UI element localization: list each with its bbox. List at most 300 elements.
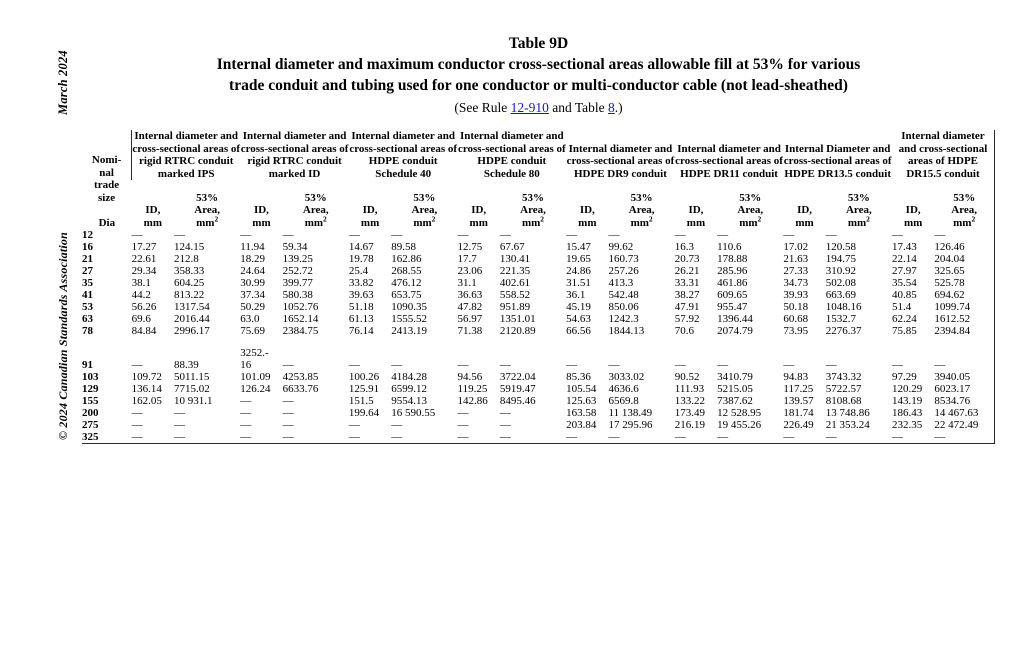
cell-area-mm2: 8495.46 bbox=[499, 395, 536, 407]
cell-id-mm bbox=[783, 229, 825, 241]
cell-area-mm2: 1532.7 bbox=[825, 313, 857, 325]
header-row-units bbox=[82, 204, 995, 229]
cell-area-mm2: 7715.02 bbox=[174, 383, 210, 395]
id-header-hdpe-dr9 bbox=[566, 180, 608, 229]
dash-placeholder: — bbox=[457, 419, 469, 431]
cell-id-mm: 37.34 bbox=[240, 289, 265, 301]
table-row bbox=[82, 419, 995, 431]
row-header-trade-size: 12 bbox=[82, 229, 93, 241]
area-label-exponent: 2 bbox=[540, 213, 545, 223]
dash-placeholder: — bbox=[282, 395, 294, 407]
cell-area-mm2 bbox=[500, 229, 566, 241]
cell-id-mm: 38.27 bbox=[674, 289, 700, 301]
row-header-trade-size: 78 bbox=[82, 325, 93, 337]
table-9d-container bbox=[82, 130, 995, 444]
cell-id-mm: 75.69 bbox=[240, 325, 265, 337]
cell-id-mm: 50.29 bbox=[240, 301, 265, 313]
row-header-trade-size: 129 bbox=[82, 383, 99, 395]
cell-area-mm2 bbox=[500, 337, 566, 371]
cell-area-mm2: 1396.44 bbox=[717, 313, 753, 325]
cell-area-mm2 bbox=[391, 431, 457, 444]
cell-id-mm bbox=[240, 229, 282, 241]
cell-id-mm: 3252.- 16 bbox=[240, 347, 269, 371]
dash-placeholder: — bbox=[608, 229, 620, 241]
cell-id-mm: 101.09 bbox=[240, 371, 271, 383]
dash-placeholder: — bbox=[131, 431, 143, 443]
cell-area-mm2: 2016.44 bbox=[174, 313, 210, 325]
group-header-hdpe-sch40: Internal diameter and cross-sectional areas of HDPE conduit Schedule 40 bbox=[349, 130, 458, 180]
percent-header-hdpe-dr9: 53% bbox=[630, 192, 653, 204]
cell-id-mm bbox=[458, 229, 500, 241]
dash-placeholder: — bbox=[282, 431, 294, 443]
cell-area-mm2: 8108.68 bbox=[825, 395, 862, 407]
cell-id-mm: 62.24 bbox=[891, 313, 917, 325]
cell-id-mm: 84.84 bbox=[131, 325, 157, 337]
cell-area-mm2 bbox=[174, 431, 240, 444]
cell-area-mm2: 951.89 bbox=[499, 301, 531, 313]
cell-area-mm2: 4636.6 bbox=[608, 383, 639, 395]
cell-area-mm2: 120.58 bbox=[825, 241, 857, 253]
cell-area-mm2: 5919.47 bbox=[499, 383, 536, 395]
cell-id-mm bbox=[349, 419, 391, 431]
stub-sub-header-dia: Dia bbox=[98, 217, 116, 229]
cell-id-mm: 61.13 bbox=[348, 313, 374, 325]
cell-id-mm: 100.26 bbox=[348, 371, 380, 383]
cell-id-mm: 133.22 bbox=[674, 395, 705, 407]
table-number: Table 9D bbox=[508, 35, 569, 52]
cell-id-mm: 24.64 bbox=[240, 265, 265, 277]
cell-id-mm: 203.84 bbox=[566, 419, 597, 431]
area-label-line1: Area, bbox=[845, 204, 872, 216]
cell-area-mm2: 67.67 bbox=[499, 241, 525, 253]
cell-id-mm: 120.29 bbox=[891, 383, 923, 395]
row-header-trade-size: 103 bbox=[82, 371, 99, 383]
dash-placeholder: — bbox=[131, 359, 143, 371]
table-title-line-2: trade conduit and tubing used for one conductor or multi-conductor cable (not lead-sheathed) bbox=[229, 77, 848, 94]
cell-area-mm2 bbox=[283, 407, 349, 419]
cell-area-mm2 bbox=[609, 431, 675, 444]
cell-area-mm2: 2276.37 bbox=[825, 325, 862, 337]
cell-area-mm2: 2120.89 bbox=[499, 325, 536, 337]
margin-copyright-text: © 2024 Canadian Standards Association bbox=[56, 232, 70, 440]
cell-id-mm: 90.52 bbox=[674, 371, 700, 383]
cell-id-mm: 47.91 bbox=[674, 301, 700, 313]
cell-id-mm: 19.65 bbox=[566, 253, 591, 265]
cell-id-mm bbox=[240, 431, 282, 444]
cell-area-mm2 bbox=[717, 229, 783, 241]
id-header-hdpe-dr13-5 bbox=[783, 180, 825, 229]
cell-area-mm2: 10 931.1 bbox=[174, 395, 213, 407]
area-label-exponent: 2 bbox=[323, 213, 327, 223]
left-margin-rail bbox=[0, 0, 82, 654]
id-label-line2: mm bbox=[578, 216, 597, 229]
header-row-groups bbox=[82, 130, 995, 180]
cell-area-mm2: 1844.13 bbox=[608, 325, 645, 337]
cell-id-mm: 16.3 bbox=[674, 241, 694, 253]
see-prefix-text: (See Rule bbox=[454, 100, 511, 115]
id-header-hdpe-sch40 bbox=[349, 180, 391, 229]
cell-id-mm: 73.95 bbox=[783, 325, 809, 337]
cell-id-mm bbox=[240, 395, 282, 407]
cell-area-mm2: 99.62 bbox=[608, 241, 634, 253]
dash-placeholder: — bbox=[499, 431, 511, 443]
cell-area-mm2: 13 748.86 bbox=[825, 407, 870, 419]
area-label-line1: Area, bbox=[951, 204, 978, 216]
dash-placeholder: — bbox=[174, 419, 186, 431]
row-header-trade-size: 35 bbox=[82, 277, 93, 289]
stub-line-1: Nomi- bbox=[91, 154, 122, 166]
row-header-trade-size: 275 bbox=[82, 419, 99, 431]
cell-id-mm bbox=[240, 419, 282, 431]
cell-id-mm: 27.97 bbox=[891, 265, 917, 277]
cell-id-mm: 125.63 bbox=[566, 395, 597, 407]
cell-id-mm: 30.99 bbox=[240, 277, 265, 289]
cell-id-mm bbox=[458, 419, 500, 431]
area-label-line2: mm bbox=[413, 216, 432, 229]
row-header-trade-size: 155 bbox=[82, 395, 99, 407]
group-header-hdpe-sch80: Internal diameter and cross-sectional areas of HDPE conduit Schedule 80 bbox=[457, 130, 566, 180]
group-header-hdpe-dr9: Internal diameter and cross-sectional areas of HDPE DR9 conduit bbox=[566, 142, 675, 180]
cell-area-mm2: 2394.84 bbox=[934, 325, 994, 337]
cell-area-mm2 bbox=[826, 337, 892, 371]
id-label-line2: mm bbox=[360, 216, 380, 229]
cell-id-mm bbox=[458, 431, 500, 444]
cell-area-mm2: 358.33 bbox=[174, 265, 205, 277]
cell-id-mm: 60.68 bbox=[783, 313, 809, 325]
cell-area-mm2 bbox=[717, 431, 783, 444]
cell-id-mm: 11.94 bbox=[240, 241, 265, 253]
cell-id-mm: 27.33 bbox=[783, 265, 809, 277]
cell-id-mm: 57.92 bbox=[674, 313, 700, 325]
cell-id-mm: 33.82 bbox=[348, 277, 374, 289]
cell-id-mm: 29.34 bbox=[131, 265, 157, 277]
area-label-line1: Area, bbox=[520, 204, 546, 216]
cell-area-mm2: 9554.13 bbox=[391, 395, 428, 407]
cell-id-mm: 44.2 bbox=[131, 289, 151, 301]
table-row bbox=[82, 325, 995, 337]
id-label-line1: ID, bbox=[905, 204, 921, 216]
cell-id-mm: 94.83 bbox=[783, 371, 809, 383]
cell-area-mm2: 5722.57 bbox=[825, 383, 862, 395]
id-label-line2: mm bbox=[795, 216, 814, 229]
cell-id-mm: 17.43 bbox=[891, 241, 917, 253]
cell-id-mm: 216.19 bbox=[674, 419, 705, 431]
cell-area-mm2 bbox=[391, 337, 457, 371]
dash-placeholder: — bbox=[499, 229, 511, 241]
area-header-rtrc-id bbox=[283, 204, 349, 229]
cell-area-mm2: 1612.52 bbox=[934, 313, 994, 325]
table-row bbox=[82, 395, 995, 407]
dash-placeholder: — bbox=[566, 431, 578, 443]
id-label-line1: ID, bbox=[145, 204, 161, 216]
cell-id-mm: 39.93 bbox=[783, 289, 809, 301]
dash-placeholder: — bbox=[825, 431, 837, 443]
cell-area-mm2: 476.12 bbox=[391, 277, 422, 289]
cell-id-mm: 139.57 bbox=[783, 395, 814, 407]
table-header bbox=[82, 130, 995, 229]
area-label-line1: Area, bbox=[411, 204, 438, 216]
cell-area-mm2: 12 528.95 bbox=[717, 407, 762, 419]
cell-area-mm2: 19 455.26 bbox=[717, 419, 762, 431]
percent-header-rtrc-id: 53% bbox=[304, 192, 327, 204]
area-label-line2: mm bbox=[630, 216, 649, 229]
cell-area-mm2 bbox=[391, 419, 457, 431]
id-header-hdpe-sch80 bbox=[458, 180, 500, 229]
cell-area-mm2: 7387.62 bbox=[717, 395, 753, 407]
cell-area-mm2 bbox=[174, 229, 240, 241]
dash-placeholder: — bbox=[240, 395, 252, 407]
cell-area-mm2: 1555.52 bbox=[391, 313, 428, 325]
cell-id-mm: 19.78 bbox=[348, 253, 374, 265]
cell-id-mm: 26.21 bbox=[674, 265, 700, 277]
cell-id-mm: 105.54 bbox=[566, 383, 597, 395]
cell-area-mm2: 89.58 bbox=[391, 241, 417, 253]
cell-id-mm: 143.19 bbox=[891, 395, 923, 407]
cell-area-mm2: 5215.05 bbox=[717, 383, 753, 395]
id-label-line1: ID, bbox=[471, 204, 487, 216]
cell-id-mm: 21.63 bbox=[783, 253, 809, 265]
cell-id-mm: 97.29 bbox=[891, 371, 917, 383]
cell-id-mm: 119.25 bbox=[457, 383, 488, 395]
table-title-line-1: Internal diameter and maximum conductor cross-sectional areas allowable fill at 53% for various bbox=[216, 56, 861, 73]
id-header-hdpe-dr15-5 bbox=[892, 180, 934, 229]
cell-area-mm2: 4253.85 bbox=[282, 371, 319, 383]
table-row bbox=[82, 337, 995, 371]
cell-id-mm: 54.63 bbox=[566, 313, 591, 325]
dash-placeholder: — bbox=[825, 229, 837, 241]
cell-area-mm2: 2413.19 bbox=[391, 325, 428, 337]
area-label-line1: Area, bbox=[302, 204, 329, 216]
cell-id-mm bbox=[783, 431, 825, 444]
percent-header-hdpe-dr11: 53% bbox=[739, 192, 762, 204]
dash-placeholder: — bbox=[457, 431, 469, 443]
dash-placeholder: — bbox=[674, 229, 686, 241]
cell-id-mm: 117.25 bbox=[783, 383, 814, 395]
cell-area-mm2: 14 467.63 bbox=[934, 407, 994, 419]
area-header-hdpe-dr11 bbox=[717, 204, 783, 229]
cell-area-mm2: 3410.79 bbox=[717, 371, 753, 383]
cell-area-mm2: 310.92 bbox=[825, 265, 857, 277]
cell-area-mm2: 257.26 bbox=[608, 265, 639, 277]
cell-id-mm: 38.1 bbox=[131, 277, 151, 289]
cell-id-mm: 50.18 bbox=[783, 301, 809, 313]
cell-area-mm2: 6023.17 bbox=[934, 383, 994, 395]
cell-area-mm2 bbox=[934, 337, 994, 371]
cell-area-mm2: 5011.15 bbox=[174, 371, 210, 383]
cell-area-mm2: 110.6 bbox=[717, 241, 742, 253]
cell-id-mm bbox=[892, 337, 934, 371]
id-label-line1: ID, bbox=[253, 204, 269, 216]
cell-id-mm: 36.1 bbox=[566, 289, 586, 301]
cell-area-mm2 bbox=[174, 419, 240, 431]
cell-id-mm: 94.56 bbox=[457, 371, 483, 383]
cell-area-mm2: 1317.54 bbox=[174, 301, 210, 313]
id-label-line1: ID, bbox=[579, 204, 595, 216]
area-header-hdpe-dr13-5 bbox=[826, 204, 892, 229]
group-header-hdpe-dr11: Internal diameter and cross-sectional areas of HDPE DR11 conduit bbox=[675, 142, 783, 180]
cell-area-mm2 bbox=[283, 229, 349, 241]
area-header-hdpe-sch80 bbox=[500, 204, 566, 229]
dash-placeholder: — bbox=[499, 359, 511, 371]
dash-placeholder: — bbox=[499, 419, 511, 431]
cell-area-mm2: 694.62 bbox=[934, 289, 994, 301]
rule-link[interactable]: 12-910 bbox=[510, 100, 549, 115]
group-header-hdpe-dr15-5: Internal diameter and cross-sectional areas of HDPE DR15.5 conduit bbox=[892, 130, 995, 180]
cell-id-mm: 47.82 bbox=[457, 301, 483, 313]
cell-area-mm2: 178.88 bbox=[717, 253, 748, 265]
cell-area-mm2 bbox=[826, 229, 892, 241]
cell-id-mm: 186.43 bbox=[891, 407, 923, 419]
cell-id-mm: 34.73 bbox=[783, 277, 809, 289]
cell-id-mm: 69.6 bbox=[131, 313, 151, 325]
cell-id-mm: 136.14 bbox=[131, 383, 162, 395]
cell-area-mm2: 663.69 bbox=[825, 289, 857, 301]
cell-area-mm2: 6633.76 bbox=[282, 383, 319, 395]
dash-placeholder: — bbox=[282, 419, 294, 431]
cell-id-mm bbox=[132, 229, 174, 241]
cell-area-mm2: 204.04 bbox=[934, 253, 994, 265]
cell-area-mm2: 1099.74 bbox=[934, 301, 994, 313]
cell-id-mm: 181.74 bbox=[783, 407, 814, 419]
dash-placeholder: — bbox=[934, 431, 946, 443]
cell-id-mm: 226.49 bbox=[783, 419, 814, 431]
cell-id-mm: 22.14 bbox=[891, 253, 917, 265]
dash-placeholder: — bbox=[282, 229, 294, 241]
dash-placeholder: — bbox=[174, 407, 186, 419]
dash-placeholder: — bbox=[391, 419, 403, 431]
cell-area-mm2: 502.08 bbox=[825, 277, 857, 289]
cell-area-mm2: 4184.28 bbox=[391, 371, 428, 383]
dash-placeholder: — bbox=[717, 431, 729, 443]
cell-id-mm: 51.18 bbox=[348, 301, 374, 313]
cell-area-mm2: 59.34 bbox=[282, 241, 308, 253]
cell-id-mm bbox=[783, 337, 825, 371]
cell-area-mm2: 221.35 bbox=[499, 265, 531, 277]
cell-area-mm2: 813.22 bbox=[174, 289, 205, 301]
stub-line-2: nal bbox=[99, 166, 114, 179]
dash-placeholder: — bbox=[783, 359, 795, 371]
area-label-line2: mm bbox=[521, 216, 541, 229]
table-row bbox=[82, 229, 995, 241]
cell-id-mm bbox=[458, 407, 500, 419]
cell-id-mm bbox=[240, 407, 282, 419]
cell-area-mm2: 3743.32 bbox=[825, 371, 862, 383]
cell-id-mm: 75.85 bbox=[891, 325, 917, 337]
area-label-exponent: 2 bbox=[866, 213, 870, 223]
dash-placeholder: — bbox=[131, 407, 143, 419]
cell-area-mm2: 1048.16 bbox=[825, 301, 862, 313]
cell-area-mm2: 399.77 bbox=[282, 277, 313, 289]
cell-area-mm2 bbox=[174, 407, 240, 419]
area-header-rtrc-ips bbox=[174, 204, 240, 229]
cell-area-mm2: 162.86 bbox=[391, 253, 422, 265]
area-label-line2: mm bbox=[847, 216, 867, 229]
area-label-line1: Area, bbox=[194, 204, 221, 216]
dash-placeholder: — bbox=[783, 431, 795, 443]
cell-area-mm2: 285.96 bbox=[717, 265, 748, 277]
cell-id-mm bbox=[132, 419, 174, 431]
dash-placeholder: — bbox=[348, 359, 360, 371]
cell-area-mm2: 1351.01 bbox=[499, 313, 536, 325]
cell-area-mm2: 609.65 bbox=[717, 289, 748, 301]
cell-area-mm2: 124.15 bbox=[174, 241, 205, 253]
dash-placeholder: — bbox=[131, 229, 143, 241]
cell-area-mm2: 1052.76 bbox=[282, 301, 319, 313]
percent-header-hdpe-dr13-5: 53% bbox=[847, 192, 870, 204]
dash-placeholder: — bbox=[783, 229, 795, 241]
dash-placeholder: — bbox=[391, 229, 403, 241]
dash-placeholder: — bbox=[391, 431, 403, 443]
cell-id-mm: 142.86 bbox=[457, 395, 488, 407]
dash-placeholder: — bbox=[348, 229, 360, 241]
cell-id-mm: 163.58 bbox=[566, 407, 597, 419]
table-link[interactable]: 8 bbox=[608, 100, 615, 115]
cell-area-mm2: 22 472.49 bbox=[934, 419, 994, 431]
cell-area-mm2: 2074.79 bbox=[717, 325, 753, 337]
id-label-line2: mm bbox=[252, 216, 271, 229]
cell-id-mm bbox=[566, 337, 608, 371]
row-header-trade-size: 200 bbox=[82, 407, 99, 419]
dash-placeholder: — bbox=[391, 359, 403, 371]
cell-id-mm: 85.36 bbox=[566, 371, 591, 383]
row-header-trade-size: 63 bbox=[82, 313, 93, 325]
group-header-rtrc-id: Internal diameter and cross-sectional areas of rigid RTRC conduit marked ID bbox=[240, 130, 349, 180]
cell-id-mm: 71.38 bbox=[457, 325, 483, 337]
cell-id-mm: 70.6 bbox=[674, 325, 694, 337]
dash-placeholder: — bbox=[174, 431, 186, 443]
cell-area-mm2: 3940.05 bbox=[934, 371, 994, 383]
cell-id-mm: 39.63 bbox=[348, 289, 374, 301]
cell-area-mm2: 558.52 bbox=[499, 289, 531, 301]
cell-id-mm: 14.67 bbox=[348, 241, 374, 253]
cell-id-mm bbox=[132, 337, 174, 371]
cell-area-mm2 bbox=[609, 229, 675, 241]
cell-id-mm: 23.06 bbox=[457, 265, 483, 277]
cell-area-mm2: 542.48 bbox=[608, 289, 639, 301]
cell-area-mm2 bbox=[283, 337, 349, 371]
dash-placeholder: — bbox=[717, 229, 729, 241]
row-header-trade-size: 91 bbox=[82, 359, 93, 371]
cell-area-mm2: 11 138.49 bbox=[608, 407, 653, 419]
table-row bbox=[82, 241, 995, 253]
cell-area-mm2 bbox=[283, 431, 349, 444]
area-label-exponent: 2 bbox=[971, 213, 976, 223]
row-header-trade-size: 21 bbox=[82, 253, 93, 265]
cell-area-mm2: 212.8 bbox=[174, 253, 199, 265]
header-row-percent bbox=[82, 180, 995, 204]
cell-id-mm bbox=[566, 229, 608, 241]
area-label-exponent: 2 bbox=[757, 213, 762, 223]
cell-id-mm: 45.19 bbox=[566, 301, 591, 313]
table-row bbox=[82, 301, 995, 313]
cell-area-mm2: 525.78 bbox=[934, 277, 994, 289]
cell-area-mm2 bbox=[283, 395, 349, 407]
cell-id-mm bbox=[675, 431, 717, 444]
id-label-line1: ID, bbox=[797, 204, 813, 216]
cell-id-mm: 199.64 bbox=[348, 407, 380, 419]
percent-header-hdpe-dr15-5: 53% bbox=[934, 180, 994, 204]
cell-area-mm2: 6599.12 bbox=[391, 383, 428, 395]
id-header-rtrc-ips bbox=[132, 180, 174, 229]
area-header-hdpe-dr9 bbox=[609, 204, 675, 229]
cell-area-mm2: 21 353.24 bbox=[825, 419, 870, 431]
area-label-line2: mm bbox=[739, 216, 758, 229]
cell-area-mm2: 325.65 bbox=[934, 265, 994, 277]
dash-placeholder: — bbox=[891, 359, 903, 371]
dash-placeholder: — bbox=[674, 431, 686, 443]
table-row bbox=[82, 265, 995, 277]
cell-id-mm bbox=[349, 337, 391, 371]
